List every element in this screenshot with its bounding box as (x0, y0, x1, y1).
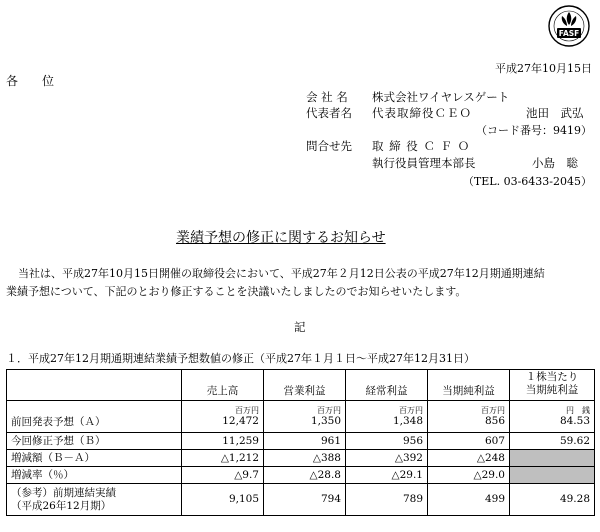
table-cell: 789 (346, 484, 428, 516)
fasf-logo (547, 4, 591, 48)
col-header-operating-income: 営業利益 (264, 370, 346, 401)
col-header-ordinary-income: 経常利益 (346, 370, 428, 401)
table-cell: 11,259 (182, 433, 264, 450)
row-label-line2: （平成26年12月期） (11, 499, 112, 512)
table-cell: 607 (428, 433, 510, 450)
section-1-heading: １．平成27年12月期通期連結業績予想数値の修正（平成27年１月１日～平成27年12月31日） (6, 352, 475, 365)
table-cell: △9.7 (182, 467, 264, 484)
table-cell: 59.62 (510, 433, 595, 450)
row-label: 増減額（Ｂ－Ａ） (7, 450, 182, 467)
table-cell: 円 銭 84.53 (510, 401, 595, 433)
col-header-eps (510, 370, 595, 401)
table-cell: 9,105 (182, 484, 264, 516)
company-code: （コード番号：9419） (476, 124, 592, 137)
rep-title: 代表取締役ＣＥＯ (372, 106, 472, 120)
table-cell: 百万円 856 (428, 401, 510, 433)
table-cell: 百万円 1,350 (264, 401, 346, 433)
addressee: 各 位 (6, 74, 61, 88)
table-row (7, 401, 595, 433)
date: 平成27年10月15日 (495, 62, 592, 75)
body-line-1: 当社は、平成27年10月15日開催の取締役会において、平成27年２月12日公表の平成27年12月期通期連結 (18, 267, 545, 280)
unit-label: 円 銭 (566, 405, 590, 415)
table-corner (7, 370, 182, 401)
col-header-net-income: 当期純利益 (428, 370, 510, 401)
table-cell: △29.1 (346, 467, 428, 484)
unit-label: 百万円 (317, 405, 341, 415)
ki-heading: 記 (294, 320, 306, 334)
col-header-eps-line1: １株当たり (525, 371, 579, 383)
table-cell: △28.8 (264, 467, 346, 484)
table-cell: △248 (428, 450, 510, 467)
document-title: 業績予想の修正に関するお知らせ (176, 230, 386, 246)
company-name: 株式会社ワイヤレスゲート (372, 90, 510, 104)
table-cell: 794 (264, 484, 346, 516)
table-cell: 956 (346, 433, 428, 450)
company-name-label: 会 社 名 (306, 90, 348, 104)
contact-label: 問合せ先 (306, 139, 352, 153)
row-label: 前回発表予想（Ａ） (7, 401, 182, 433)
table-cell: 961 (264, 433, 346, 450)
contact-title: 取 締 役 Ｃ Ｆ Ｏ (372, 139, 471, 153)
unit-label: 百万円 (481, 405, 505, 415)
logo-text: FASF (558, 29, 580, 38)
table-cell: △29.0 (428, 467, 510, 484)
row-label: 増減率（％） (7, 467, 182, 484)
table-row (7, 484, 595, 516)
table-row (7, 433, 595, 450)
body-line-2: 業績予想について、下記のとおり修正することを決議いたしましたのでお知らせいたします。 (6, 285, 467, 298)
rep-name: 池田 武弘 (526, 106, 584, 120)
col-header-eps-line2: 当期純利益 (525, 384, 579, 396)
table-cell: △388 (264, 450, 346, 467)
row-label: 今回修正予想（Ｂ） (7, 433, 182, 450)
rep-label: 代表者名 (306, 106, 352, 120)
table-row (7, 450, 595, 467)
col-header-sales: 売上高 (182, 370, 264, 401)
contact-name: 小島 聡 (532, 156, 578, 170)
table-cell: △1,212 (182, 450, 264, 467)
table-cell: △392 (346, 450, 428, 467)
table-cell: 百万円 12,472 (182, 401, 264, 433)
row-label (7, 484, 182, 516)
table-cell: 499 (428, 484, 510, 516)
table-cell: 百万円 1,348 (346, 401, 428, 433)
table-header-row (7, 370, 595, 401)
forecast-table (6, 369, 595, 516)
row-label-line1: （参考）前期連結実績 (11, 486, 116, 499)
table-cell: 49.28 (510, 484, 595, 516)
tel: （TEL. 03-6433-2045） (462, 175, 592, 188)
table-cell-shaded (510, 467, 595, 484)
contact-dept: 執行役員管理本部長 (372, 156, 476, 170)
table-row (7, 467, 595, 484)
table-cell-shaded (510, 450, 595, 467)
unit-label: 百万円 (235, 405, 259, 415)
unit-label: 百万円 (399, 405, 423, 415)
